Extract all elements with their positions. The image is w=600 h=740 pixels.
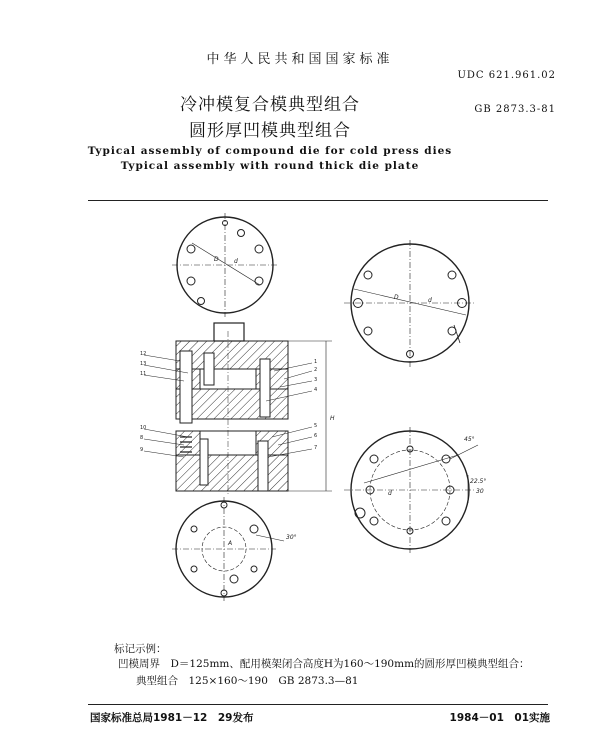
title-en-line1: Typical assembly of compound die for cold press dies bbox=[87, 145, 453, 157]
callout-11: 11 bbox=[140, 371, 147, 377]
tl-label-d-upper: D bbox=[214, 256, 219, 263]
callout-10: 10 bbox=[140, 425, 147, 431]
dim-label-30: 30 bbox=[476, 488, 484, 495]
callout-12: 12 bbox=[140, 351, 147, 357]
technical-drawing bbox=[88, 205, 548, 635]
effective-date: 1984－01 01实施 bbox=[449, 712, 550, 724]
marking-example-line1: 凹模周界 D＝125mm、配用模架闭合高度H为160～190mm的圆形厚凹模典型组合： bbox=[118, 658, 530, 670]
bottom-left-plan-view bbox=[172, 497, 284, 601]
standard-name: 中华人民共和国国家标准 bbox=[206, 52, 394, 67]
marking-example-label: 标记示例： bbox=[114, 643, 167, 655]
callout-9: 9 bbox=[140, 447, 144, 453]
angle-label-45: 45° bbox=[464, 436, 475, 443]
gb-number: GB 2873.3-81 bbox=[474, 104, 556, 115]
bottom-right-plan-view bbox=[344, 427, 478, 553]
top-rule bbox=[88, 200, 548, 201]
dim-label-225: 22.5° bbox=[470, 478, 487, 485]
callout-2: 2 bbox=[314, 367, 318, 373]
height-label: H bbox=[330, 415, 335, 422]
br-label-d: d bbox=[388, 490, 392, 497]
marking-example-line2: 典型组合 125×160～190 GB 2873.3—81 bbox=[136, 675, 359, 687]
title-cn-line2: 圆形厚凹模典型组合 bbox=[189, 121, 351, 141]
callout-4: 4 bbox=[314, 387, 318, 393]
bl-label-a: A bbox=[228, 540, 233, 547]
top-right-plan-view bbox=[344, 240, 476, 367]
callout-1: 1 bbox=[314, 359, 318, 365]
title-en-line2: Typical assembly with round thick die plate bbox=[120, 160, 420, 172]
section-view bbox=[144, 323, 332, 495]
tr-label-d-lower: d bbox=[428, 297, 432, 304]
callout-6: 6 bbox=[314, 433, 318, 439]
callout-8: 8 bbox=[140, 435, 144, 441]
udc-code: UDC 621.961.02 bbox=[457, 70, 556, 81]
callout-3: 3 bbox=[314, 377, 318, 383]
title-cn-line1: 冷冲模复合模典型组合 bbox=[180, 95, 360, 115]
bottom-rule bbox=[88, 704, 548, 705]
top-left-plan-view bbox=[172, 213, 278, 317]
tl-label-d-lower: d bbox=[234, 258, 238, 265]
callout-5: 5 bbox=[314, 423, 318, 429]
callout-13: 13 bbox=[140, 361, 147, 367]
angle-label-30: 30° bbox=[286, 534, 297, 541]
callout-7: 7 bbox=[314, 445, 318, 451]
tr-label-d-upper: D bbox=[394, 294, 399, 301]
issue-date: 国家标准总局1981－12 29发布 bbox=[90, 712, 254, 724]
